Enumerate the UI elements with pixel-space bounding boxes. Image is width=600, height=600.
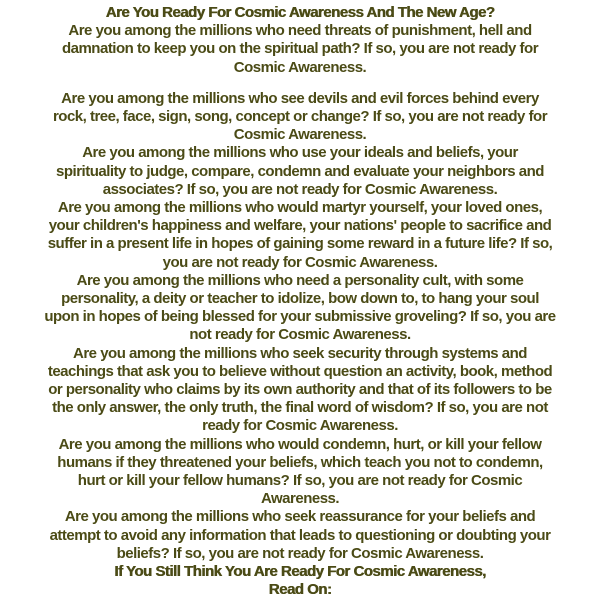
paragraph: [0, 90, 600, 145]
text-line: rock, tree, face, sign, song, concept or change? If so, you are not ready for: [52, 108, 548, 126]
text-line: teachings that ask you to believe without question an activity, book, method: [47, 362, 553, 380]
text-line: attempt to avoid any information that leads to questioning or doubting your: [49, 526, 551, 544]
paragraph-spacer: [0, 77, 600, 90]
text-line: ready for Cosmic Awareness.: [202, 417, 398, 435]
paragraph: [0, 199, 600, 272]
heading: [0, 563, 600, 599]
text-line: Awareness.: [260, 490, 340, 508]
paragraph: [0, 436, 600, 509]
text-line: If You Still Think You Are Ready For Cosmic Awareness,: [114, 563, 486, 581]
text-line: Are you among the millions who use your ideals and beliefs, your: [82, 144, 518, 162]
text-line: hurt or kill your fellow humans? If so, you are not ready for Cosmic: [77, 472, 523, 490]
text-line: Read On:: [268, 581, 332, 599]
text-line: associates? If so, you are not ready for Cosmic Awareness.: [102, 180, 498, 198]
text-line: Cosmic Awareness.: [233, 58, 367, 76]
paragraph: [0, 22, 600, 77]
text-line: your children's happiness and welfare, your nations' people to sacrifice and: [48, 217, 552, 235]
text-line: humans if they threatened your beliefs, which teach you not to condemn,: [57, 453, 543, 471]
text-line: Are you among the millions who see devils and evil forces behind every: [61, 89, 539, 107]
text-line: spirituality to judge, compare, condemn and evaluate your neighbors and: [56, 162, 544, 180]
text-line: Cosmic Awareness.: [233, 126, 367, 144]
paragraph: [0, 345, 600, 436]
paragraph: [0, 508, 600, 563]
text-line: Are You Ready For Cosmic Awareness And The New Age?: [105, 4, 495, 21]
paragraph: [0, 144, 600, 199]
text-line: the only answer, the only truth, the final word of wisdom? If so, you are not: [52, 399, 548, 417]
text-line: Are you among the millions who would martyr yourself, your loved ones,: [57, 199, 543, 217]
text-line: Are you among the millions who seek security through systems and: [73, 344, 527, 362]
text-line: not ready for Cosmic Awareness.: [189, 326, 411, 344]
text-line: or personality who claims by its own authority and that of its followers to be: [48, 381, 552, 399]
text-line: damnation to keep you on the spiritual path? If so, you are not ready for: [61, 40, 539, 58]
text-line: Are you among the millions who need threats of punishment, hell and: [68, 22, 532, 40]
paragraph: [0, 272, 600, 345]
text-line: suffer in a present life in hopes of gaining some reward in a future life? If so,: [47, 235, 553, 253]
text-line: Are you among the millions who seek reassurance for your beliefs and: [64, 508, 536, 526]
text-line: Are you among the millions who would condemn, hurt, or kill your fellow: [58, 435, 542, 453]
text-line: personality, a deity or teacher to idolize, bow down to, to hang your soul: [61, 290, 539, 308]
heading: [0, 4, 600, 22]
text-line: you are not ready for Cosmic Awareness.: [162, 253, 438, 271]
text-line: Are you among the millions who need a personality cult, with some: [76, 271, 524, 289]
text-line: upon in hopes of being blessed for your submissive groveling? If so, you are: [44, 308, 556, 326]
text-line: beliefs? If so, you are not ready for Cosmic Awareness.: [116, 544, 484, 562]
